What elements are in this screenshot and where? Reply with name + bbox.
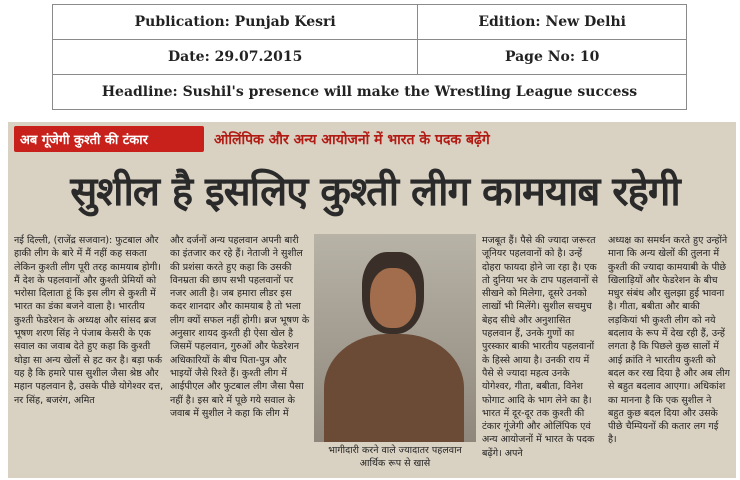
- publication-cell: Publication: Punjab Kesri: [53, 5, 418, 40]
- article-column-3: मजबूत हैं। पैसे की ज्यादा जरूरत जूनियर पहलवानों को है। उन्हें दोहरा फायदा होने जा रहा है। एक तो दुनिया भर के टाप पहलवानों से सीखने को मिलेगा, दूसरे उनको लाखों भी मिलेंगे। सुशील सचमुच बेहद सीधे और अनुशासित पहलवान हैं, उनके गुणों का पुरस्कार बाकी भारतीय पहलवानों के हिस्से आया है। उनकी राय में पैसे से ज्यादा महत्व उनके योगेश्वर, गीता, बबीता, विनेश फोगाट आदि के भाग लेने का है। भारत में दूर-दूर तक कुश्ती की टंकार गूंजेगी और ओलिंपिक एवं अन्य आयोजनों में भारत के पदक बढ़ेंगे। अपने: [482, 235, 599, 459]
- article-column-4: अध्यक्ष का समर्थन करते हुए उन्होंने माना कि अन्य खेलों की तुलना में कुश्ती की ज्यादा कामयाबी के पीछे खिलाड़ियों और फेडरेशन के बीच मधुर संबंध और सुलझा हुई भावना है। गीता, बबीता और बाकी लड़कियां भी कुश्ती लीग को नये बदलाव के रूप में देख रही हैं, उन्हें लगता है कि पिछले कुछ सालों में आई क्रांति ने भारतीय कुश्ती को बदल कर रख दिया है और अब लीग से बहुत बदलाव आएगा। अधिकांश का मानना है कि एक सुशील ने बहुत कुछ बदल दिया और उसके पीछे चैम्पियनों की कतार लग गई है।: [608, 235, 730, 446]
- headline-cell: Headline: Sushil's presence will make the Wrestling League success: [53, 75, 687, 110]
- wrestler-photo: [314, 234, 476, 442]
- photo-body-shape: [324, 334, 464, 442]
- main-headline: सुशील है इसलिए कुश्ती लीग कामयाब रहेगी: [70, 169, 680, 215]
- section-banner-text: अब गूंजेगी कुश्ती की टंकार: [20, 133, 148, 148]
- photo-face-shape: [370, 268, 416, 328]
- photo-caption: भागीदारी करने वाले ज्यादातर पहलवान आर्थिक रूप से खासे: [328, 445, 462, 469]
- article-column-1: नई दिल्ली, (राजेंद्र सजवान): फुटबाल और हाकी लीग के बारे में मैं नहीं कह सकता लेकिन कुश्ती लीग पूरी तरह कामयाब होगी। मैं देश के पहलवानों और कुश्ती प्रेमियों को भरोसा दिलाता हूं कि इस लीग से कुश्ती में भारत का डंका बजने वाला है। भारतीय कुश्ती फेडरेशन के अध्यक्ष और सांसद ब्रज भूषण शरण सिंह ने पंजाब केसरी के एक सवाल का जवाब देते हुए कहा कि कुश्ती थोड़ा सा अन्य खेलों से हट कर है। बड़ा फर्क यह है कि हमारे पास सुशील जैसा श्रेष्ठ और महान पहलवान है, उसके पीछे योगेश्वर दत्त, नर सिंह, बजरंग, अमित: [14, 235, 164, 406]
- edition-cell: Edition: New Delhi: [418, 5, 687, 40]
- section-banner: [14, 126, 204, 152]
- clipping-meta-table: [52, 4, 687, 110]
- subheadline: ओलिंपिक और अन्य आयोजनों में भारत के पदक बढ़ेंगे: [214, 132, 490, 148]
- newspaper-clipping: [8, 122, 736, 478]
- date-cell: Date: 29.07.2015: [53, 40, 418, 75]
- page-no-cell: Page No: 10: [418, 40, 687, 75]
- article-column-2: और दर्जनों अन्य पहलवान अपनी बारी का इंतजार कर रहे हैं। नेताजी ने सुशील की प्रशंसा करते हुए कहा कि उसकी विनम्रता की छाप सभी पहलवानों पर नजर आती है। जब हमारा लीडर इस कदर शानदार और कामयाब है तो भला लीग क्यों सफल नहीं होगी। ब्रज भूषण के अनुसार शायद कुश्ती ही ऐसा खेल है जिसमें पहलवान, गुरुओं और फेडरेशन अधिकारियों के बीच पिता-पुत्र और भाइयों जैसे रिश्ते हैं। कुश्ती लीग में आईपीएल और फुटबाल लीग जैसा पैसा नहीं है। इस बारे में पूछे गये सवाल के जवाब में सुशील ने कहा कि लीग में: [170, 235, 310, 419]
